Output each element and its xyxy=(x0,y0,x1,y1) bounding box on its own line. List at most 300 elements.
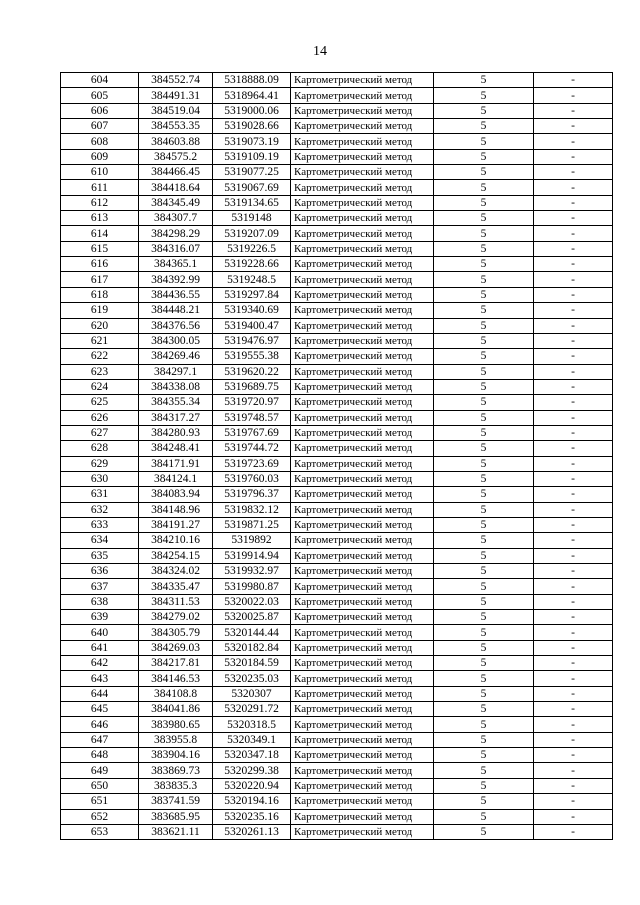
x-coordinate-cell: 384280.93 xyxy=(139,425,213,440)
point-number-cell: 650 xyxy=(61,778,139,793)
description-cell: - xyxy=(534,471,613,486)
method-cell: Картометрический метод xyxy=(291,794,434,809)
accuracy-cell: 5 xyxy=(434,364,534,379)
x-coordinate-cell: 384108.8 xyxy=(139,686,213,701)
method-cell: Картометрический метод xyxy=(291,564,434,579)
y-coordinate-cell: 5320261.13 xyxy=(213,824,291,839)
description-cell: - xyxy=(534,579,613,594)
accuracy-cell: 5 xyxy=(434,625,534,640)
point-number-cell: 609 xyxy=(61,149,139,164)
method-cell: Картометрический метод xyxy=(291,103,434,118)
table-row xyxy=(61,379,613,394)
point-number-cell: 628 xyxy=(61,441,139,456)
description-cell: - xyxy=(534,318,613,333)
accuracy-cell: 5 xyxy=(434,303,534,318)
point-number-cell: 616 xyxy=(61,257,139,272)
description-cell: - xyxy=(534,640,613,655)
x-coordinate-cell: 383741.59 xyxy=(139,794,213,809)
table-row xyxy=(61,211,613,226)
x-coordinate-cell: 384146.53 xyxy=(139,671,213,686)
x-coordinate-cell: 384338.08 xyxy=(139,379,213,394)
accuracy-cell: 5 xyxy=(434,103,534,118)
y-coordinate-cell: 5318888.09 xyxy=(213,73,291,88)
y-coordinate-cell: 5319476.97 xyxy=(213,333,291,348)
table-row xyxy=(61,441,613,456)
table-row xyxy=(61,594,613,609)
table-row xyxy=(61,579,613,594)
description-cell: - xyxy=(534,364,613,379)
point-number-cell: 607 xyxy=(61,119,139,134)
method-cell: Картометрический метод xyxy=(291,119,434,134)
method-cell: Картометрический метод xyxy=(291,241,434,256)
y-coordinate-cell: 5319796.37 xyxy=(213,487,291,502)
x-coordinate-cell: 384298.29 xyxy=(139,226,213,241)
accuracy-cell: 5 xyxy=(434,594,534,609)
accuracy-cell: 5 xyxy=(434,195,534,210)
table-row xyxy=(61,763,613,778)
y-coordinate-cell: 5319400.47 xyxy=(213,318,291,333)
table-row xyxy=(61,410,613,425)
point-number-cell: 622 xyxy=(61,349,139,364)
method-cell: Картометрический метод xyxy=(291,410,434,425)
table-row xyxy=(61,732,613,747)
x-coordinate-cell: 384300.05 xyxy=(139,333,213,348)
method-cell: Картометрический метод xyxy=(291,88,434,103)
accuracy-cell: 5 xyxy=(434,425,534,440)
method-cell: Картометрический метод xyxy=(291,702,434,717)
accuracy-cell: 5 xyxy=(434,487,534,502)
x-coordinate-cell: 384279.02 xyxy=(139,610,213,625)
table-row xyxy=(61,119,613,134)
method-cell: Картометрический метод xyxy=(291,748,434,763)
y-coordinate-cell: 5319723.69 xyxy=(213,456,291,471)
y-coordinate-cell: 5320235.03 xyxy=(213,671,291,686)
accuracy-cell: 5 xyxy=(434,778,534,793)
description-cell: - xyxy=(534,134,613,149)
method-cell: Картометрический метод xyxy=(291,441,434,456)
y-coordinate-cell: 5319760.03 xyxy=(213,471,291,486)
point-number-cell: 645 xyxy=(61,702,139,717)
accuracy-cell: 5 xyxy=(434,349,534,364)
x-coordinate-cell: 384392.99 xyxy=(139,272,213,287)
x-coordinate-cell: 383955.8 xyxy=(139,732,213,747)
method-cell: Картометрический метод xyxy=(291,73,434,88)
point-number-cell: 647 xyxy=(61,732,139,747)
point-number-cell: 615 xyxy=(61,241,139,256)
x-coordinate-cell: 384269.46 xyxy=(139,349,213,364)
accuracy-cell: 5 xyxy=(434,794,534,809)
description-cell: - xyxy=(534,533,613,548)
description-cell: - xyxy=(534,594,613,609)
method-cell: Картометрический метод xyxy=(291,579,434,594)
table-row xyxy=(61,824,613,839)
table-row xyxy=(61,686,613,701)
accuracy-cell: 5 xyxy=(434,441,534,456)
method-cell: Картометрический метод xyxy=(291,180,434,195)
description-cell: - xyxy=(534,517,613,532)
y-coordinate-cell: 5319892 xyxy=(213,533,291,548)
y-coordinate-cell: 5320184.59 xyxy=(213,656,291,671)
x-coordinate-cell: 384041.86 xyxy=(139,702,213,717)
method-cell: Картометрический метод xyxy=(291,594,434,609)
description-cell: - xyxy=(534,778,613,793)
x-coordinate-cell: 384491.31 xyxy=(139,88,213,103)
table-row xyxy=(61,333,613,348)
x-coordinate-cell: 384248.41 xyxy=(139,441,213,456)
table-row xyxy=(61,471,613,486)
point-number-cell: 646 xyxy=(61,717,139,732)
x-coordinate-cell: 384311.53 xyxy=(139,594,213,609)
table-row xyxy=(61,364,613,379)
x-coordinate-cell: 384436.55 xyxy=(139,287,213,302)
y-coordinate-cell: 5320022.03 xyxy=(213,594,291,609)
description-cell: - xyxy=(534,794,613,809)
method-cell: Картометрический метод xyxy=(291,809,434,824)
method-cell: Картометрический метод xyxy=(291,487,434,502)
y-coordinate-cell: 5319980.87 xyxy=(213,579,291,594)
y-coordinate-cell: 5319109.19 xyxy=(213,149,291,164)
method-cell: Картометрический метод xyxy=(291,379,434,394)
point-number-cell: 608 xyxy=(61,134,139,149)
accuracy-cell: 5 xyxy=(434,732,534,747)
method-cell: Картометрический метод xyxy=(291,165,434,180)
method-cell: Картометрический метод xyxy=(291,732,434,747)
x-coordinate-cell: 384316.07 xyxy=(139,241,213,256)
y-coordinate-cell: 5319555.38 xyxy=(213,349,291,364)
x-coordinate-cell: 384355.34 xyxy=(139,395,213,410)
accuracy-cell: 5 xyxy=(434,686,534,701)
x-coordinate-cell: 384376.56 xyxy=(139,318,213,333)
method-cell: Картометрический метод xyxy=(291,272,434,287)
y-coordinate-cell: 5319832.12 xyxy=(213,502,291,517)
x-coordinate-cell: 384324.02 xyxy=(139,564,213,579)
description-cell: - xyxy=(534,809,613,824)
description-cell: - xyxy=(534,333,613,348)
method-cell: Картометрический метод xyxy=(291,287,434,302)
method-cell: Картометрический метод xyxy=(291,211,434,226)
description-cell: - xyxy=(534,165,613,180)
accuracy-cell: 5 xyxy=(434,471,534,486)
method-cell: Картометрический метод xyxy=(291,226,434,241)
table-row xyxy=(61,487,613,502)
accuracy-cell: 5 xyxy=(434,763,534,778)
accuracy-cell: 5 xyxy=(434,318,534,333)
table-row xyxy=(61,533,613,548)
x-coordinate-cell: 383621.11 xyxy=(139,824,213,839)
method-cell: Картометрический метод xyxy=(291,671,434,686)
point-number-cell: 633 xyxy=(61,517,139,532)
table-row xyxy=(61,257,613,272)
method-cell: Картометрический метод xyxy=(291,763,434,778)
table-row xyxy=(61,180,613,195)
accuracy-cell: 5 xyxy=(434,272,534,287)
table-row xyxy=(61,809,613,824)
description-cell: - xyxy=(534,226,613,241)
y-coordinate-cell: 5319748.57 xyxy=(213,410,291,425)
method-cell: Картометрический метод xyxy=(291,640,434,655)
description-cell: - xyxy=(534,195,613,210)
table-row xyxy=(61,640,613,655)
point-number-cell: 630 xyxy=(61,471,139,486)
table-row xyxy=(61,103,613,118)
y-coordinate-cell: 5318964.41 xyxy=(213,88,291,103)
x-coordinate-cell: 384297.1 xyxy=(139,364,213,379)
x-coordinate-cell: 383685.95 xyxy=(139,809,213,824)
point-number-cell: 643 xyxy=(61,671,139,686)
y-coordinate-cell: 5319077.25 xyxy=(213,165,291,180)
accuracy-cell: 5 xyxy=(434,809,534,824)
table-row xyxy=(61,794,613,809)
point-number-cell: 651 xyxy=(61,794,139,809)
accuracy-cell: 5 xyxy=(434,533,534,548)
point-number-cell: 619 xyxy=(61,303,139,318)
y-coordinate-cell: 5319720.97 xyxy=(213,395,291,410)
point-number-cell: 617 xyxy=(61,272,139,287)
x-coordinate-cell: 384305.79 xyxy=(139,625,213,640)
point-number-cell: 640 xyxy=(61,625,139,640)
y-coordinate-cell: 5319000.06 xyxy=(213,103,291,118)
description-cell: - xyxy=(534,441,613,456)
accuracy-cell: 5 xyxy=(434,702,534,717)
description-cell: - xyxy=(534,410,613,425)
x-coordinate-cell: 384448.21 xyxy=(139,303,213,318)
accuracy-cell: 5 xyxy=(434,456,534,471)
x-coordinate-cell: 384307.7 xyxy=(139,211,213,226)
accuracy-cell: 5 xyxy=(434,671,534,686)
point-number-cell: 623 xyxy=(61,364,139,379)
accuracy-cell: 5 xyxy=(434,579,534,594)
x-coordinate-cell: 384603.88 xyxy=(139,134,213,149)
accuracy-cell: 5 xyxy=(434,656,534,671)
description-cell: - xyxy=(534,456,613,471)
table-row xyxy=(61,456,613,471)
x-coordinate-cell: 384269.03 xyxy=(139,640,213,655)
y-coordinate-cell: 5319620.22 xyxy=(213,364,291,379)
table-row xyxy=(61,73,613,88)
point-number-cell: 624 xyxy=(61,379,139,394)
point-number-cell: 606 xyxy=(61,103,139,118)
table-row xyxy=(61,702,613,717)
accuracy-cell: 5 xyxy=(434,88,534,103)
method-cell: Картометрический метод xyxy=(291,349,434,364)
y-coordinate-cell: 5320307 xyxy=(213,686,291,701)
table-row xyxy=(61,241,613,256)
accuracy-cell: 5 xyxy=(434,180,534,195)
table-row xyxy=(61,717,613,732)
accuracy-cell: 5 xyxy=(434,287,534,302)
point-number-cell: 642 xyxy=(61,656,139,671)
point-number-cell: 625 xyxy=(61,395,139,410)
method-cell: Картометрический метод xyxy=(291,517,434,532)
table-row xyxy=(61,425,613,440)
method-cell: Картометрический метод xyxy=(291,778,434,793)
method-cell: Картометрический метод xyxy=(291,257,434,272)
description-cell: - xyxy=(534,564,613,579)
table-row xyxy=(61,502,613,517)
table-row xyxy=(61,349,613,364)
point-number-cell: 611 xyxy=(61,180,139,195)
description-cell: - xyxy=(534,824,613,839)
description-cell: - xyxy=(534,763,613,778)
point-number-cell: 637 xyxy=(61,579,139,594)
description-cell: - xyxy=(534,241,613,256)
y-coordinate-cell: 5320291.72 xyxy=(213,702,291,717)
x-coordinate-cell: 383904.16 xyxy=(139,748,213,763)
point-number-cell: 652 xyxy=(61,809,139,824)
table-row xyxy=(61,134,613,149)
y-coordinate-cell: 5319744.72 xyxy=(213,441,291,456)
x-coordinate-cell: 384317.27 xyxy=(139,410,213,425)
coordinates-table-body xyxy=(61,73,613,840)
table-row xyxy=(61,517,613,532)
accuracy-cell: 5 xyxy=(434,824,534,839)
point-number-cell: 634 xyxy=(61,533,139,548)
method-cell: Картометрический метод xyxy=(291,333,434,348)
y-coordinate-cell: 5319228.66 xyxy=(213,257,291,272)
description-cell: - xyxy=(534,502,613,517)
point-number-cell: 605 xyxy=(61,88,139,103)
table-row xyxy=(61,610,613,625)
table-row xyxy=(61,88,613,103)
y-coordinate-cell: 5319767.69 xyxy=(213,425,291,440)
table-row xyxy=(61,287,613,302)
method-cell: Картометрический метод xyxy=(291,303,434,318)
point-number-cell: 604 xyxy=(61,73,139,88)
description-cell: - xyxy=(534,702,613,717)
point-number-cell: 610 xyxy=(61,165,139,180)
point-number-cell: 648 xyxy=(61,748,139,763)
description-cell: - xyxy=(534,303,613,318)
accuracy-cell: 5 xyxy=(434,517,534,532)
y-coordinate-cell: 5319226.5 xyxy=(213,241,291,256)
accuracy-cell: 5 xyxy=(434,119,534,134)
x-coordinate-cell: 384083.94 xyxy=(139,487,213,502)
x-coordinate-cell: 384254.15 xyxy=(139,548,213,563)
x-coordinate-cell: 384191.27 xyxy=(139,517,213,532)
x-coordinate-cell: 384365.1 xyxy=(139,257,213,272)
y-coordinate-cell: 5319932.97 xyxy=(213,564,291,579)
table-row xyxy=(61,625,613,640)
accuracy-cell: 5 xyxy=(434,548,534,563)
y-coordinate-cell: 5320220.94 xyxy=(213,778,291,793)
point-number-cell: 636 xyxy=(61,564,139,579)
accuracy-cell: 5 xyxy=(434,640,534,655)
y-coordinate-cell: 5319689.75 xyxy=(213,379,291,394)
point-number-cell: 629 xyxy=(61,456,139,471)
accuracy-cell: 5 xyxy=(434,134,534,149)
method-cell: Картометрический метод xyxy=(291,149,434,164)
accuracy-cell: 5 xyxy=(434,395,534,410)
y-coordinate-cell: 5319914.94 xyxy=(213,548,291,563)
y-coordinate-cell: 5319207.09 xyxy=(213,226,291,241)
x-coordinate-cell: 383980.65 xyxy=(139,717,213,732)
accuracy-cell: 5 xyxy=(434,226,534,241)
coordinates-table xyxy=(60,72,613,840)
point-number-cell: 618 xyxy=(61,287,139,302)
accuracy-cell: 5 xyxy=(434,257,534,272)
method-cell: Картометрический метод xyxy=(291,425,434,440)
table-row xyxy=(61,656,613,671)
x-coordinate-cell: 384210.16 xyxy=(139,533,213,548)
point-number-cell: 614 xyxy=(61,226,139,241)
x-coordinate-cell: 384124.1 xyxy=(139,471,213,486)
y-coordinate-cell: 5319248.5 xyxy=(213,272,291,287)
table-row xyxy=(61,303,613,318)
y-coordinate-cell: 5319871.25 xyxy=(213,517,291,532)
description-cell: - xyxy=(534,257,613,272)
method-cell: Картометрический метод xyxy=(291,318,434,333)
y-coordinate-cell: 5320144.44 xyxy=(213,625,291,640)
x-coordinate-cell: 384217.81 xyxy=(139,656,213,671)
x-coordinate-cell: 384345.49 xyxy=(139,195,213,210)
method-cell: Картометрический метод xyxy=(291,686,434,701)
description-cell: - xyxy=(534,88,613,103)
y-coordinate-cell: 5320299.38 xyxy=(213,763,291,778)
accuracy-cell: 5 xyxy=(434,73,534,88)
method-cell: Картометрический метод xyxy=(291,134,434,149)
point-number-cell: 635 xyxy=(61,548,139,563)
point-number-cell: 644 xyxy=(61,686,139,701)
description-cell: - xyxy=(534,149,613,164)
method-cell: Картометрический метод xyxy=(291,195,434,210)
point-number-cell: 612 xyxy=(61,195,139,210)
table-row xyxy=(61,226,613,241)
point-number-cell: 641 xyxy=(61,640,139,655)
table-row xyxy=(61,165,613,180)
y-coordinate-cell: 5319340.69 xyxy=(213,303,291,318)
point-number-cell: 639 xyxy=(61,610,139,625)
description-cell: - xyxy=(534,686,613,701)
point-number-cell: 620 xyxy=(61,318,139,333)
description-cell: - xyxy=(534,487,613,502)
description-cell: - xyxy=(534,379,613,394)
description-cell: - xyxy=(534,103,613,118)
method-cell: Картометрический метод xyxy=(291,610,434,625)
accuracy-cell: 5 xyxy=(434,333,534,348)
description-cell: - xyxy=(534,732,613,747)
table-row xyxy=(61,318,613,333)
description-cell: - xyxy=(534,625,613,640)
accuracy-cell: 5 xyxy=(434,149,534,164)
point-number-cell: 626 xyxy=(61,410,139,425)
description-cell: - xyxy=(534,272,613,287)
table-row xyxy=(61,395,613,410)
y-coordinate-cell: 5319297.84 xyxy=(213,287,291,302)
method-cell: Картометрический метод xyxy=(291,824,434,839)
table-row xyxy=(61,564,613,579)
accuracy-cell: 5 xyxy=(434,379,534,394)
y-coordinate-cell: 5319028.66 xyxy=(213,119,291,134)
description-cell: - xyxy=(534,395,613,410)
table-row xyxy=(61,195,613,210)
y-coordinate-cell: 5319148 xyxy=(213,211,291,226)
description-cell: - xyxy=(534,73,613,88)
description-cell: - xyxy=(534,180,613,195)
x-coordinate-cell: 384148.96 xyxy=(139,502,213,517)
y-coordinate-cell: 5320318.5 xyxy=(213,717,291,732)
description-cell: - xyxy=(534,656,613,671)
method-cell: Картометрический метод xyxy=(291,717,434,732)
table-row xyxy=(61,671,613,686)
point-number-cell: 632 xyxy=(61,502,139,517)
description-cell: - xyxy=(534,119,613,134)
point-number-cell: 638 xyxy=(61,594,139,609)
accuracy-cell: 5 xyxy=(434,410,534,425)
y-coordinate-cell: 5320194.16 xyxy=(213,794,291,809)
accuracy-cell: 5 xyxy=(434,748,534,763)
y-coordinate-cell: 5319134.65 xyxy=(213,195,291,210)
description-cell: - xyxy=(534,211,613,226)
